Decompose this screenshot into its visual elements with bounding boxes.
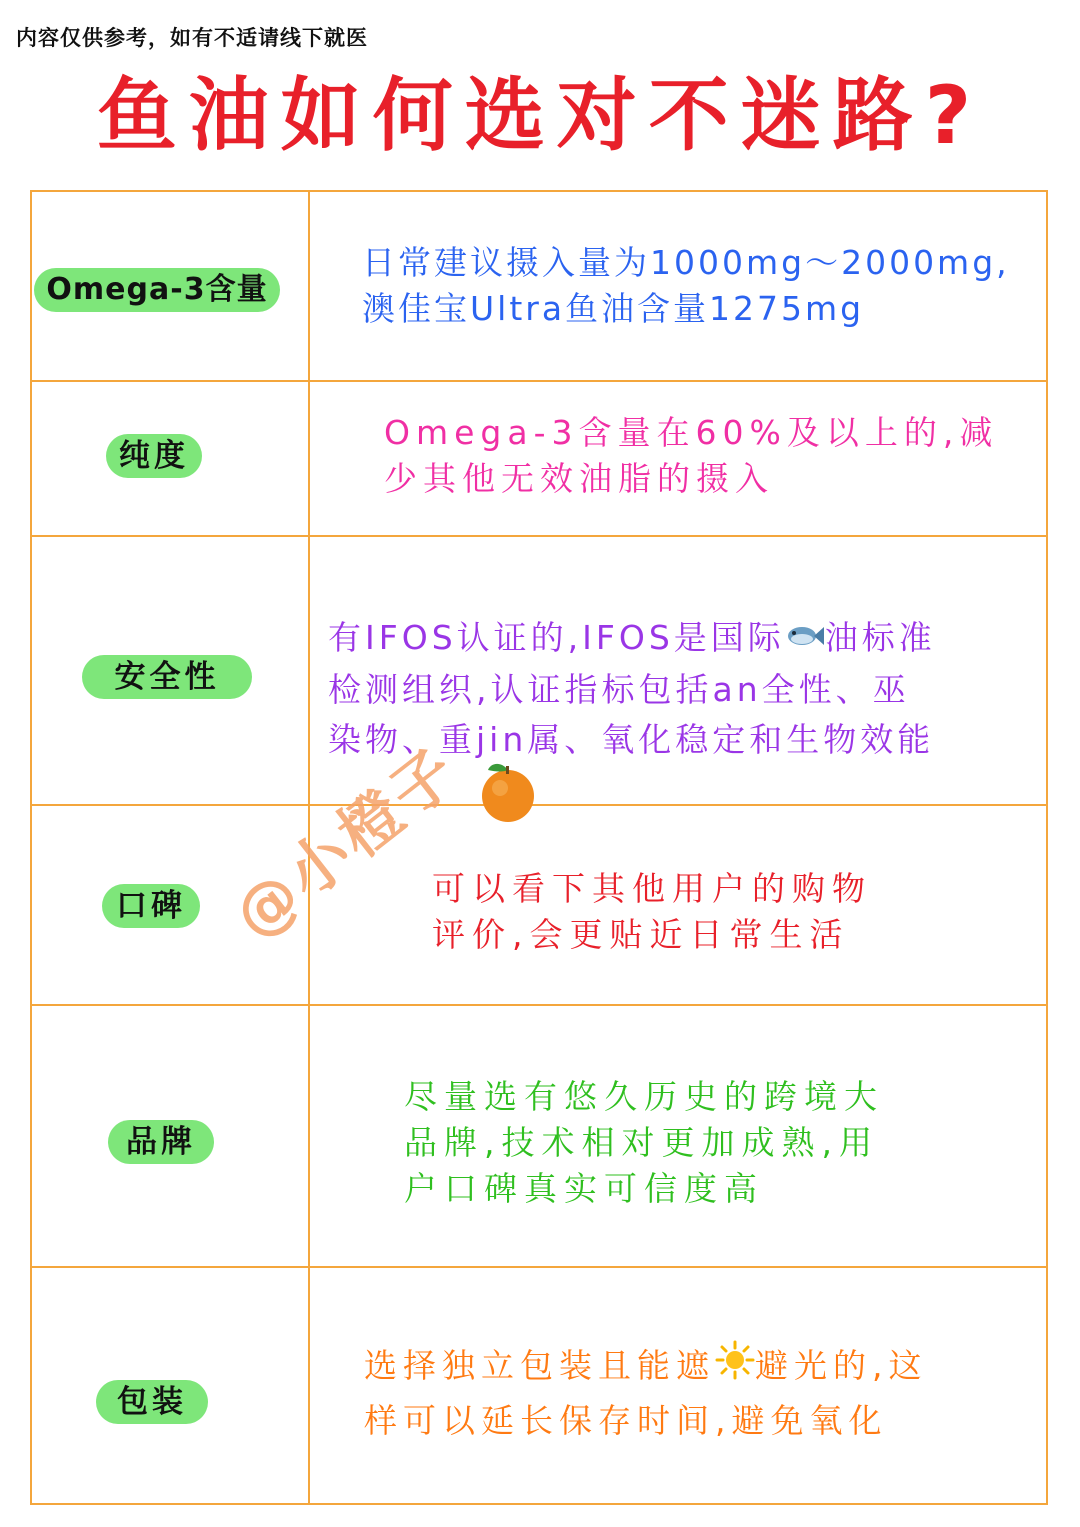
content-line: 少其他无效油脂的摄入 [384, 459, 774, 498]
content-line: 澳佳宝Ultra鱼油含量1275mg [362, 289, 865, 328]
content-text: 有IFOS认证的,IFOS是国际 [328, 618, 785, 657]
table-row-packaging [32, 1266, 1046, 1503]
fish-oil-table [30, 190, 1048, 1505]
table-row-reputation [32, 804, 1046, 1004]
table-row-omega3 [32, 192, 1046, 380]
content-line: 可以看下其他用户的购物 [432, 869, 872, 908]
label-pill: 安全性 [82, 655, 252, 699]
label-cell [32, 192, 310, 380]
page-title: 鱼油如何选对不迷路? [96, 69, 984, 162]
table-row-purity [32, 380, 1046, 535]
content-line: 检测组织,认证指标包括an全性、巫 [328, 669, 910, 709]
content-line [364, 1340, 1046, 1395]
content-text: 选择独立包装且能遮 [364, 1346, 715, 1385]
label-pill: 口碑 [102, 884, 200, 928]
content-text: 避光的,这 [755, 1346, 928, 1385]
table-row-safety [32, 535, 1046, 804]
orange-icon [478, 760, 538, 824]
row-content [404, 1074, 1046, 1212]
label-cell [32, 1006, 310, 1266]
watermark: @小橙子 [220, 732, 473, 953]
label-pill: 纯度 [106, 434, 202, 478]
row-content [384, 410, 1046, 502]
fish-icon [785, 615, 825, 665]
row-content [432, 866, 1046, 958]
label-pill: Omega-3含量 [34, 268, 280, 312]
label-cell [32, 382, 310, 535]
sun-icon [715, 1340, 755, 1395]
disclaimer: 内容仅供参考，如有不适请线下就医 [16, 26, 368, 50]
content-line: 尽量选有悠久历史的跨境大 [404, 1077, 884, 1116]
content-line: 品牌,技术相对更加成熟,用 [404, 1123, 879, 1162]
content-text: 油标准 [824, 618, 936, 657]
label-pill: 品牌 [108, 1120, 214, 1164]
row-content [362, 240, 1046, 332]
content-line: Omega-3含量在60%及以上的,减 [384, 413, 999, 452]
label-pill: 包装 [96, 1380, 208, 1424]
content-line: 样可以延长保存时间,避免氧化 [364, 1401, 888, 1440]
content-line: 评价,会更贴近日常生活 [432, 915, 850, 954]
content-line: 户口碑真实可信度高 [404, 1169, 764, 1208]
content-line: 染物、重jin属、氧化稳定和生物效能 [328, 719, 935, 759]
content-line: 日常建议摄入量为1000mg～2000mg, [362, 243, 1010, 282]
label-cell [32, 1268, 310, 1503]
table-row-brand [32, 1004, 1046, 1266]
content-line [328, 613, 1046, 665]
row-content [364, 1340, 1046, 1447]
label-cell [32, 537, 310, 804]
